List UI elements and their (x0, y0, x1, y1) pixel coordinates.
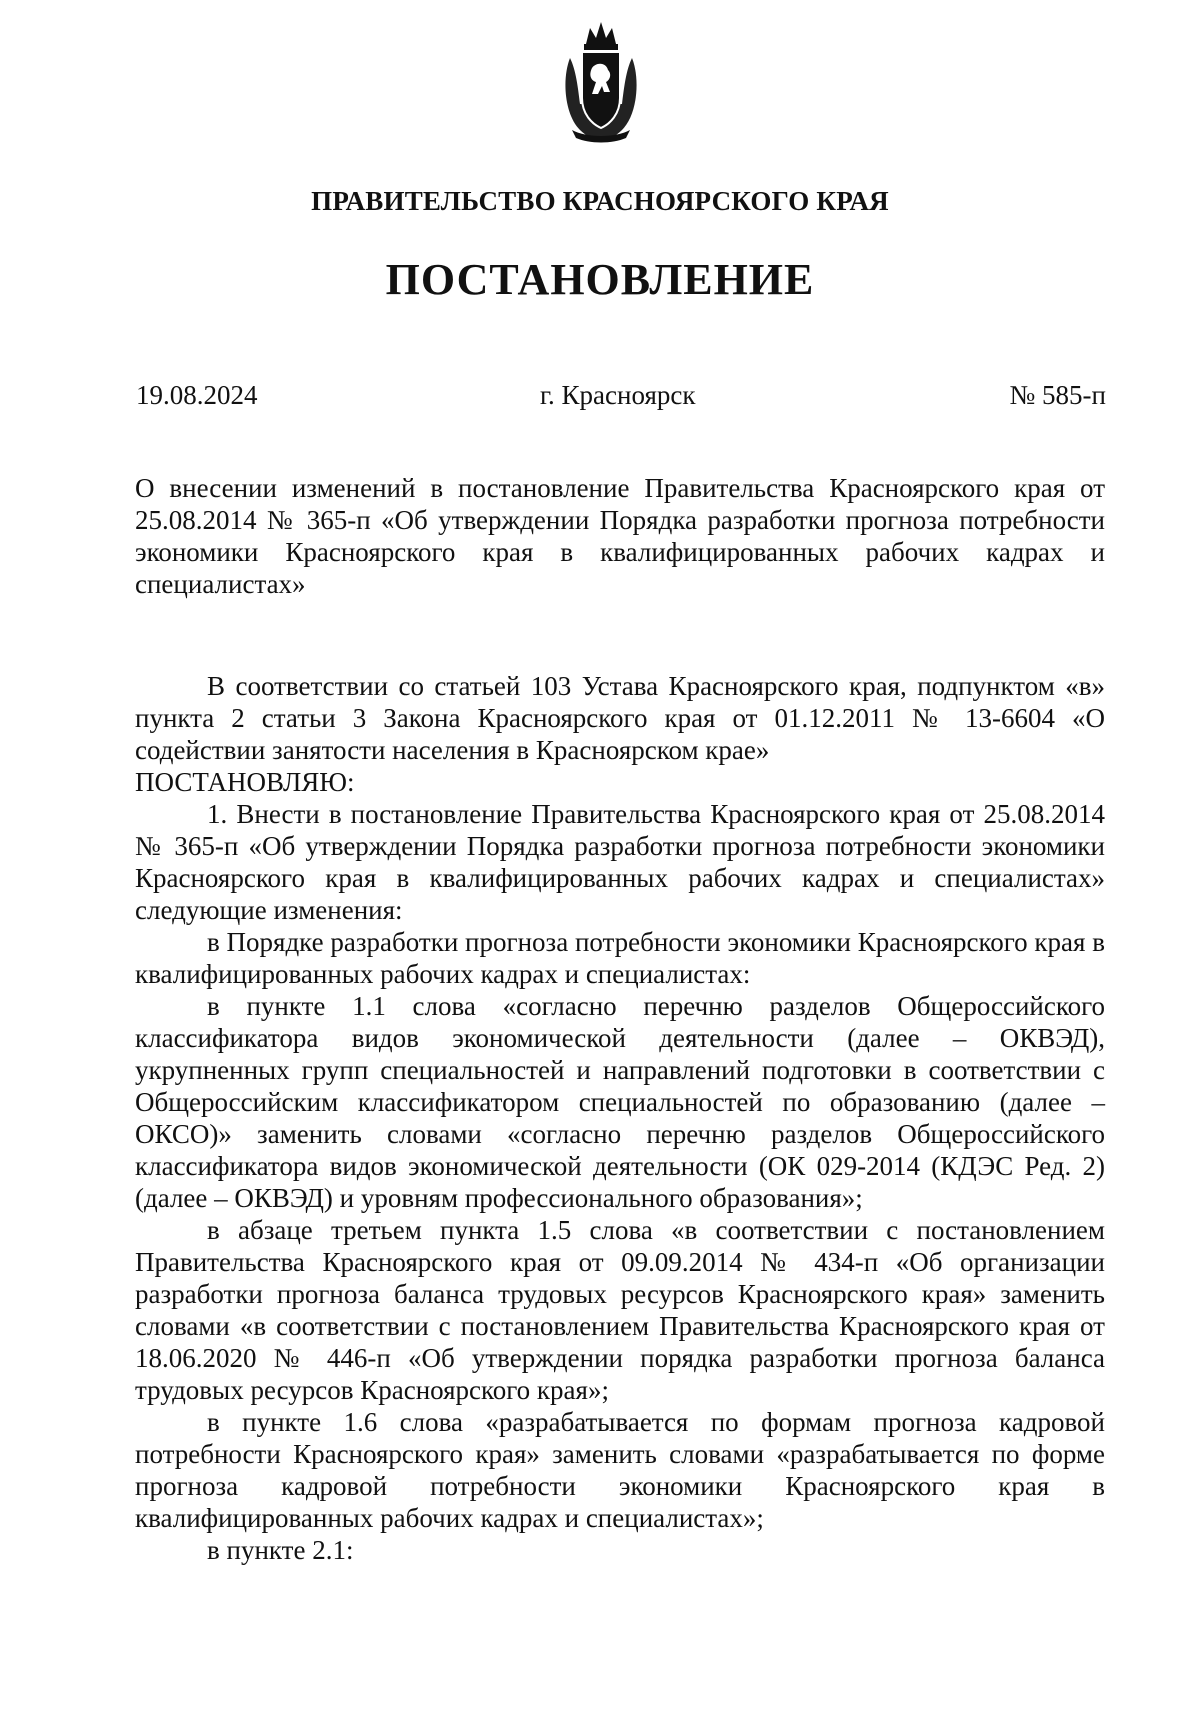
paragraph-preamble: В соответствии со статьей 103 Устава Красноярского края, подпунктом «в» пункта 2 статьи 3 Закона Красноярского края от 01.12.2011 № 13-6604 «О содействии занятости населения в Красноярском крае» (135, 671, 1105, 765)
document-city: г. Красноярск (540, 380, 696, 410)
document-date: 19.08.2024 (136, 380, 258, 410)
paragraph-point-2-1: в пункте 2.1: (207, 1535, 354, 1565)
issuing-authority: ПРАВИТЕЛЬСТВО КРАСНОЯРСКОГО КРАЯ (311, 186, 889, 216)
paragraph-item-1: 1. Внести в постановление Правительства Красноярского края от 25.08.2014 № 365-п «Об утверждении Порядка разработки прогноза потребности экономики Красноярского края в квалифицированных рабочих кадрах и специалистах» следующие изменения: (135, 799, 1105, 925)
paragraph-resolve: ПОСТАНОВЛЯЮ: (135, 767, 355, 797)
document-number: № 585-п (1009, 380, 1106, 410)
document-type-title: ПОСТАНОВЛЕНИЕ (385, 255, 815, 304)
paragraph-point-1-6: в пункте 1.6 слова «разрабатывается по формам прогноза кадровой потребности Красноярского края» заменить словами «разрабатывается по форме прогноза кадровой потребности экономики Красноярского края в квалифицированных рабочих кадрах и специалистах»; (135, 1407, 1105, 1533)
document-body (135, 670, 1105, 1566)
paragraph-order-intro: в Порядке разработки прогноза потребности экономики Красноярского края в квалифицированных рабочих кадрах и специалистах: (135, 927, 1105, 989)
paragraph-point-1-5: в абзаце третьем пункта 1.5 слова «в соответствии с постановлением Правительства Красноярского края от 09.09.2014 № 434-п «Об организации разработки прогноза баланса трудовых ресурсов Красноярского края» заменить словами «в соответствии с постановлением Правительства Красноярского края от 18.06.2020 № 446-п «Об утверждении порядка разработки прогноза баланса трудовых ресурсов Красноярского края»; (135, 1215, 1105, 1405)
paragraph-point-1-1: в пункте 1.1 слова «согласно перечню разделов Общероссийского классификатора видов экономической деятельности (далее – ОКВЭД), укрупненных групп специальностей и направлений подготовки в соответствии с Общероссийским классификатором специальностей по образованию (далее – ОКСО)» заменить словами «согласно перечню разделов Общероссийского классификатора видов экономической деятельности (ОК 029-2014 (КДЭС Ред. 2) (далее – ОКВЭД) и уровням профессионального образования»; (135, 991, 1105, 1213)
document-subject: О внесении изменений в постановление Правительства Красноярского края от 25.08.2014 № 365-п «Об утверждении Порядка разработки прогноза потребности экономики Красноярского края в квалифицированных рабочих кадрах и специалистах» (135, 473, 1105, 599)
coat-of-arms-icon (560, 18, 642, 146)
